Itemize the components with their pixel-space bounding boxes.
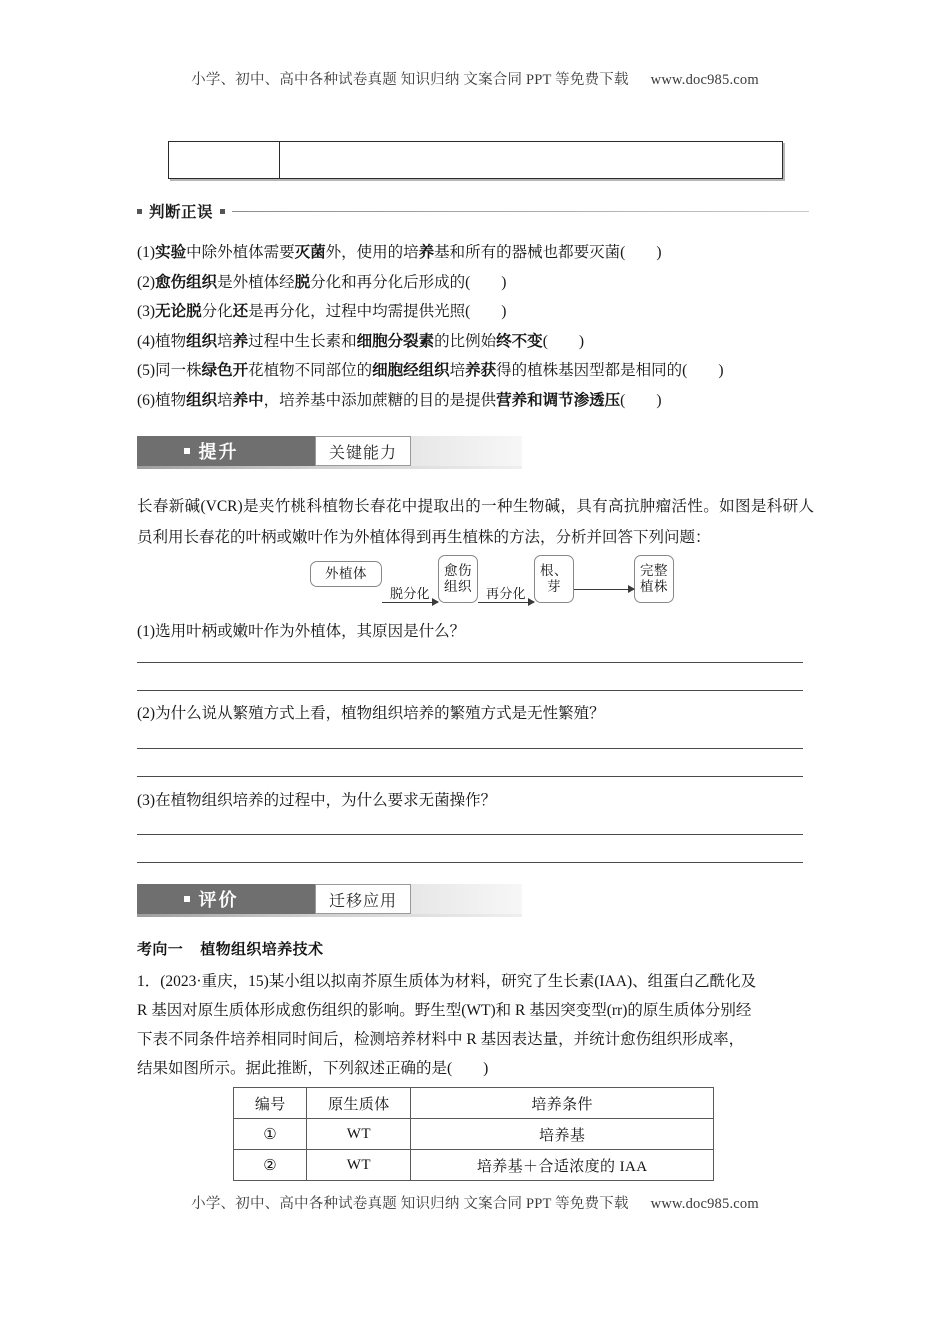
running-footer-text: 小学、初中、高中各种试卷真题 知识归纳 文案合同 PPT 等免费下载 <box>191 1196 629 1212</box>
evaluate-question-line: 结果如图所示。据此推断，下列叙述正确的是( ) <box>137 1060 489 1077</box>
flow-arrow-label: 脱分化 <box>390 585 430 601</box>
answer-line <box>137 690 803 691</box>
answer-line <box>137 834 803 835</box>
banner-underbar <box>137 914 522 917</box>
top-table-column-divider <box>279 142 280 178</box>
improve-question-2: (2)为什么说从繁殖方式上看，植物组织培养的繁殖方式是无性繁殖？ <box>137 705 605 722</box>
top-empty-table <box>168 141 783 179</box>
judge-item-list <box>137 238 827 415</box>
evaluate-question-line: 1．(2023·重庆，15)某小组以拟南芥原生质体为材料，研究了生长素(IAA)、组蛋白乙酰化及 <box>137 973 757 990</box>
table-cell-condition: 培养基＋合适浓度的 IAA <box>411 1150 714 1181</box>
table-row <box>234 1119 714 1150</box>
improve-question-3: (3)在植物组织培养的过程中，为什么要求无菌操作？ <box>137 792 497 809</box>
flow-arrow-dedifferentiation <box>382 555 438 603</box>
judge-item: (5)同一株绿色开花植物不同部位的细胞经组织培养获得的植株基因型都是相同的( ) <box>137 362 724 379</box>
banner-left-label: 提升 <box>198 442 239 462</box>
judge-item: (3)无论脱分化还是再分化，过程中均需提供光照( ) <box>137 303 507 320</box>
flow-arrow-plantlet <box>574 555 634 603</box>
running-header-url: www.doc985.com <box>650 72 759 88</box>
judge-item: (2)愈伤组织是外植体经脱分化和再分化后形成的( ) <box>137 273 507 291</box>
answer-line <box>137 862 803 863</box>
banner-left-label: 评价 <box>198 890 239 910</box>
arrow-line-icon <box>574 589 634 590</box>
judge-heading-label: 判断正误 <box>149 204 214 221</box>
running-header-text: 小学、初中、高中各种试卷真题 知识归纳 文案合同 PPT 等免费下载 <box>191 72 629 88</box>
banner-right-label: 关键能力 <box>329 444 398 462</box>
judge-item: (4)植物组织培养过程中生长素和细胞分裂素的比例始终不变( ) <box>137 332 585 350</box>
judge-item: (6)植物组织培养中，培养基中添加蔗糖的目的是提供营养和调节渗透压( ) <box>137 391 662 409</box>
heading-rule-line <box>232 211 809 212</box>
answer-line <box>137 776 803 777</box>
running-header <box>0 68 950 89</box>
flow-node-explant: 外植体 <box>310 561 382 587</box>
banner-white-box <box>315 436 411 466</box>
improve-section-banner <box>137 436 522 466</box>
improve-paragraph: 长春新碱(VCR)是夹竹桃科植物长春花中提取出的一种生物碱，具有高抗肿瘤活性。如图是科研人员利用长春花的叶柄或嫩叶作为外植体得到再生植株的方法，分析并回答下列问题： <box>137 498 814 546</box>
banner-dark-box <box>137 884 315 914</box>
evaluate-question-line: R 基因对原生质体形成愈伤组织的影响。野生型(WT)和 R 基因突变型(rr)的原生质体分别经 <box>137 1002 752 1019</box>
kaoxiang-title: 植物组织培养技术 <box>200 941 324 958</box>
banner-right-label: 迁移应用 <box>329 892 398 910</box>
flow-arrow-redifferentiation <box>478 555 534 603</box>
table-header-cell: 原生质体 <box>307 1088 411 1119</box>
banner-white-box <box>315 884 411 914</box>
flow-node-callus: 愈伤 组织 <box>438 555 478 603</box>
bullet-square-icon-right <box>220 209 225 214</box>
flow-arrow-label: 再分化 <box>486 585 526 601</box>
answer-line <box>137 748 803 749</box>
table-cell-id: ② <box>234 1150 307 1181</box>
bullet-square-icon <box>137 209 142 214</box>
bullet-square-white-icon <box>184 896 190 902</box>
tissue-culture-flow-diagram <box>310 553 674 605</box>
evaluate-question-line: 下表不同条件培养相同时间后，检测培养材料中 R 基因表达量，并统计愈伤组织形成率， <box>137 1031 745 1048</box>
running-footer <box>0 1192 950 1213</box>
judge-item: (1)实验中除外植体需要灭菌外，使用的培养基和所有的器械也都要灭菌( ) <box>137 244 662 261</box>
table-cell-condition: 培养基 <box>411 1119 714 1150</box>
kaoxiang-heading <box>137 938 323 959</box>
table-cell-protoplast: WT <box>307 1119 411 1150</box>
table-header-row <box>234 1088 714 1119</box>
banner-underbar <box>137 466 522 469</box>
flow-node-complete-plant: 完整 植株 <box>634 555 674 603</box>
running-footer-url: www.doc985.com <box>650 1196 759 1212</box>
bullet-square-white-icon <box>184 448 190 454</box>
table-cell-protoplast: WT <box>307 1150 411 1181</box>
arrow-line-icon <box>478 602 534 603</box>
answer-line <box>137 662 803 663</box>
culture-conditions-table <box>233 1087 714 1181</box>
banner-dark-box <box>137 436 315 466</box>
table-row <box>234 1150 714 1181</box>
table-header-cell: 培养条件 <box>411 1088 714 1119</box>
evaluate-section-banner <box>137 884 522 914</box>
table-cell-id: ① <box>234 1119 307 1150</box>
arrow-line-icon <box>382 602 438 603</box>
improve-question-1: (1)选用叶柄或嫩叶作为外植体，其原因是什么？ <box>137 623 466 640</box>
table-header-cell: 编号 <box>234 1088 307 1119</box>
judge-section-heading <box>137 199 809 223</box>
kaoxiang-label: 考向一 <box>137 941 184 958</box>
flow-node-root-shoot: 根、 芽 <box>534 555 574 603</box>
